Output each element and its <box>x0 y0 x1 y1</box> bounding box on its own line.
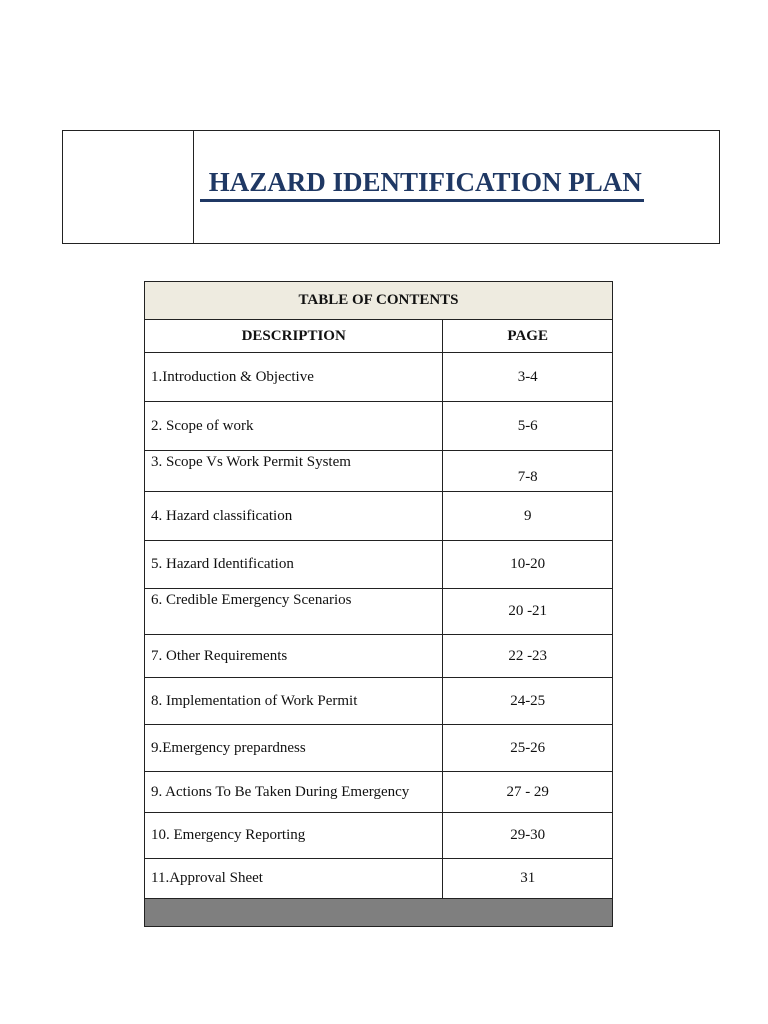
column-header-description: DESCRIPTION <box>145 320 443 353</box>
row-description: 6. Credible Emergency Scenarios <box>145 589 443 635</box>
table-row <box>145 402 613 451</box>
row-page: 22 -23 <box>443 635 613 678</box>
toc-caption: TABLE OF CONTENTS <box>145 282 613 320</box>
row-description: 5. Hazard Identification <box>145 541 443 589</box>
row-page: 29-30 <box>443 813 613 859</box>
table-row <box>145 678 613 725</box>
row-page: 10-20 <box>443 541 613 589</box>
row-page: 31 <box>443 859 613 899</box>
table-row <box>145 859 613 899</box>
table-row <box>145 772 613 813</box>
table-row <box>145 492 613 541</box>
column-header-page: PAGE <box>443 320 613 353</box>
row-description: 2. Scope of work <box>145 402 443 451</box>
header-title-cell <box>194 131 719 243</box>
table-row <box>145 589 613 635</box>
row-description: 11.Approval Sheet <box>145 859 443 899</box>
toc-header-row <box>145 320 613 353</box>
row-page: 7-8 <box>443 451 613 492</box>
table-row <box>145 813 613 859</box>
row-description: 4. Hazard classification <box>145 492 443 541</box>
document-title: HAZARD IDENTIFICATION PLAN <box>200 167 644 202</box>
row-description: 10. Emergency Reporting <box>145 813 443 859</box>
row-page: 9 <box>443 492 613 541</box>
table-of-contents <box>144 281 613 927</box>
table-row <box>145 451 613 492</box>
toc-footer-row <box>145 899 613 927</box>
table-row <box>145 353 613 402</box>
row-page: 25-26 <box>443 725 613 772</box>
row-page: 5-6 <box>443 402 613 451</box>
toc-footer-bar <box>145 899 613 927</box>
row-page: 27 - 29 <box>443 772 613 813</box>
table-row <box>145 635 613 678</box>
row-description: 3. Scope Vs Work Permit System <box>145 451 443 492</box>
row-description: 8. Implementation of Work Permit <box>145 678 443 725</box>
toc-caption-row <box>145 282 613 320</box>
table-row <box>145 725 613 772</box>
table-row <box>145 541 613 589</box>
row-page: 20 -21 <box>443 589 613 635</box>
row-description: 9. Actions To Be Taken During Emergency <box>145 772 443 813</box>
row-description: 1.Introduction & Objective <box>145 353 443 402</box>
row-description: 9.Emergency prepardness <box>145 725 443 772</box>
row-page: 3-4 <box>443 353 613 402</box>
row-description: 7. Other Requirements <box>145 635 443 678</box>
header-logo-cell <box>63 131 194 243</box>
document-header <box>62 130 720 244</box>
row-page: 24-25 <box>443 678 613 725</box>
